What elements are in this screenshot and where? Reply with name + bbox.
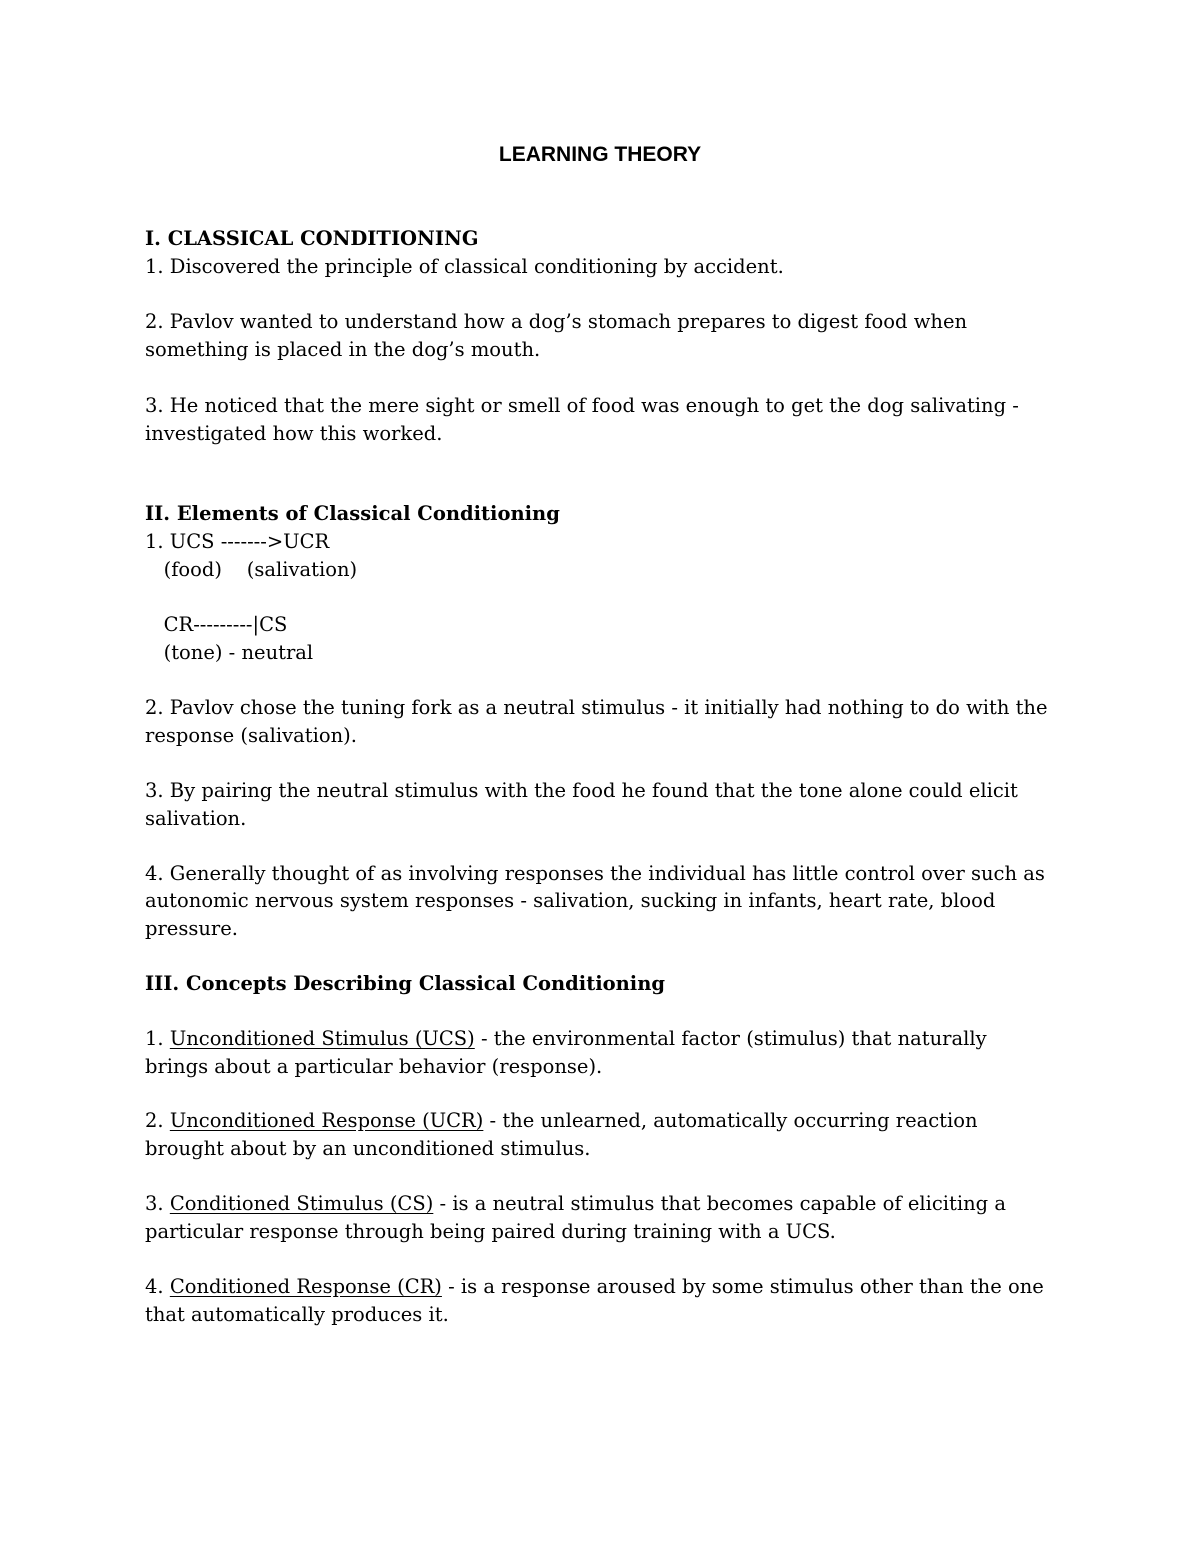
concept-definition: - is a response aroused by some stimulus other than the one (441, 1275, 1044, 1298)
section-2-item-4-line-3: pressure. (145, 917, 238, 940)
concept-number: 3. (145, 1192, 170, 1215)
concept-definition: - the environmental factor (stimulus) that naturally (474, 1027, 987, 1050)
section-1-item-2-line-1: 2. Pavlov wanted to understand how a dog’s stomach prepares to digest food when (145, 310, 968, 333)
section-3-heading: III. Concepts Describing Classical Conditioning (145, 972, 666, 995)
section-2-item-4-line-1: 4. Generally thought of as involving responses the individual has little control over such as (145, 862, 1045, 885)
section-2-item-3-line-2: salivation. (145, 807, 247, 830)
document-title: LEARNING THEORY (498, 143, 702, 166)
section-1-item-2-line-2: something is placed in the dog’s mouth. (145, 338, 541, 361)
concept-item-3-line-2: particular response through being paired during training with a UCS. (145, 1220, 836, 1243)
section-1-item-3-line-2: investigated how this worked. (145, 422, 443, 445)
concept-item-4-line-1 (145, 1273, 1044, 1301)
concept-term-cs: Conditioned Stimulus (CS) (169, 1192, 434, 1215)
diagram-ucs-ucr-line: 1. UCS ------->UCR (145, 530, 330, 553)
concept-item-1-line-2: brings about a particular behavior (response). (145, 1055, 603, 1078)
concept-number: 2. (145, 1109, 170, 1132)
concept-item-4-line-2: that automatically produces it. (145, 1303, 449, 1326)
concept-term-cr: Conditioned Response (CR) (169, 1275, 442, 1298)
section-2-item-2-line-1: 2. Pavlov chose the tuning fork as a neutral stimulus - it initially had nothing to do with the (145, 696, 1048, 719)
section-1-item-3-line-1: 3. He noticed that the mere sight or smell of food was enough to get the dog salivating - (145, 394, 1019, 417)
concept-term-ucs: Unconditioned Stimulus (UCS) (169, 1027, 475, 1050)
concept-number: 4. (145, 1275, 170, 1298)
section-1-item-1-line-1: 1. Discovered the principle of classical conditioning by accident. (145, 255, 784, 278)
concept-number: 1. (145, 1027, 170, 1050)
concept-item-2-line-2: brought about by an unconditioned stimulus. (145, 1137, 591, 1160)
section-2-heading: II. Elements of Classical Conditioning (145, 502, 560, 525)
concept-item-1-line-1 (145, 1025, 987, 1053)
section-2-item-4-line-2: autonomic nervous system responses - salivation, sucking in infants, heart rate, blood (145, 889, 996, 912)
concept-term-ucr: Unconditioned Response (UCR) (169, 1109, 484, 1132)
concept-item-2-line-1 (145, 1107, 978, 1135)
section-2-item-2-line-2: response (salivation). (145, 724, 357, 747)
diagram-food-salivation-line: (food) (salivation) (145, 558, 358, 581)
concept-definition: - is a neutral stimulus that becomes capable of eliciting a (433, 1192, 1006, 1215)
concept-definition: - the unlearned, automatically occurring reaction (483, 1109, 978, 1132)
diagram-cr-cs-line: CR---------|CS (145, 613, 288, 636)
diagram-tone-neutral-line: (tone) - neutral (145, 641, 314, 664)
section-2-item-3-line-1: 3. By pairing the neutral stimulus with the food he found that the tone alone could elicit (145, 779, 1018, 802)
concept-item-3-line-1 (145, 1190, 1006, 1218)
section-1-heading: I. CLASSICAL CONDITIONING (145, 227, 479, 250)
